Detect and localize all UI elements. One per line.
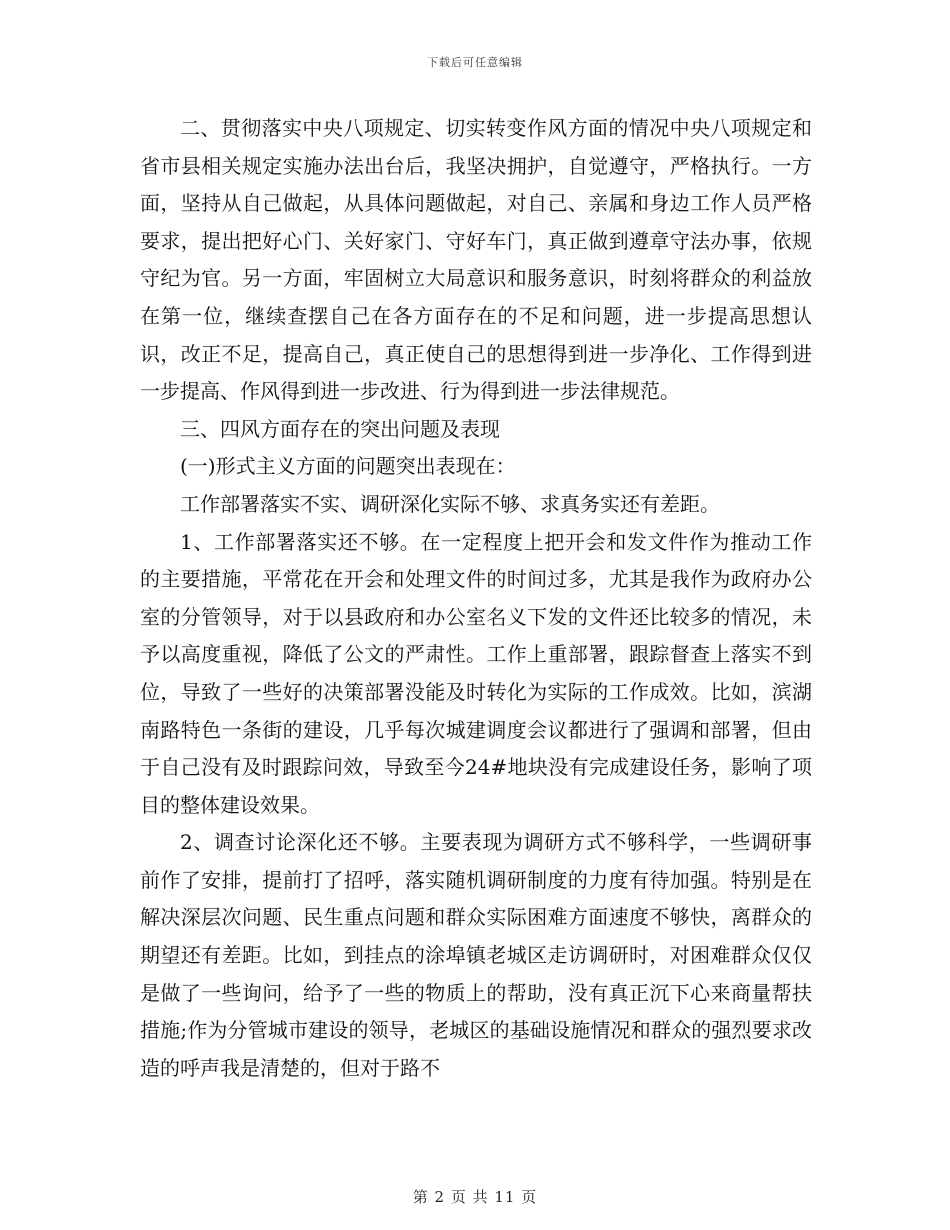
- document-body: [140, 110, 812, 1087]
- heading-section-three: 三、四风方面存在的突出问题及表现: [180, 416, 500, 441]
- paragraph-summary: 工作部署落实不实、调研深化实际不够、求真务实还有差距。: [180, 491, 720, 516]
- paragraph-item-two: 2、调查讨论深化还不够。主要表现为调研方式不够科学，一些调研事前作了安排，提前打了招呼，落实随机调研制度的力度有待加强。特别是在解决深层次问题、民生重点问题和群众实际困难方面速度不够快，离群众的期望还有差距。比如，到挂点的涂埠镇老城区走访调研时，对困难群众仅仅是做了一些询问，给予了一些的物质上的帮助，没有真正沉下心来商量帮扶措施;作为分管城市建设的领导，老城区的基础设施情况和群众的强烈要求改造的呼声我是清楚的，但对于路不: [140, 830, 812, 1080]
- paragraph-item-one: 1、工作部署落实还不够。在一定程度上把开会和发文件作为推动工作的主要措施，平常花在开会和处理文件的时间过多，尤其是我作为政府办公室的分管领导，对于以县政府和办公室名义下发的文件还比较多的情况，未予以高度重视，降低了公文的严肃性。工作上重部署，跟踪督查上落实不到位，导致了一些好的决策部署没能及时转化为实际的工作成效。比如，滨湖南路特色一条街的建设，几乎每次城建调度会议都进行了强调和部署，但由于自己没有及时跟踪问效，导致至今24#地块没有完成建设任务，影响了项目的整体建设效果。: [140, 529, 812, 817]
- paragraph-section-two: 二、贯彻落实中央八项规定、切实转变作风方面的情况中央八项规定和省市县相关规定实施办法出台后，我坚决拥护，自觉遵守，严格执行。一方面，坚持从自己做起，从具体问题做起，对自己、亲属和身边工作人员严格要求，提出把好心门、关好家门、守好车门，真正做到遵章守法办事，依规守纪为官。另一方面，牢固树立大局意识和服务意识，时刻将群众的利益放在第一位，继续查摆自己在各方面存在的不足和问题，进一步提高思想认识，改正不足，提高自己，真正使自己的思想得到进一步净化、工作得到进一步提高、作风得到进一步改进、行为得到进一步法律规范。: [140, 116, 812, 404]
- page-header: 下载后可任意编辑: [427, 56, 523, 69]
- page-footer: 第 2 页 共 11 页: [412, 1188, 538, 1206]
- subheading-formalism: (一)形式主义方面的问题突出表现在：: [180, 454, 516, 479]
